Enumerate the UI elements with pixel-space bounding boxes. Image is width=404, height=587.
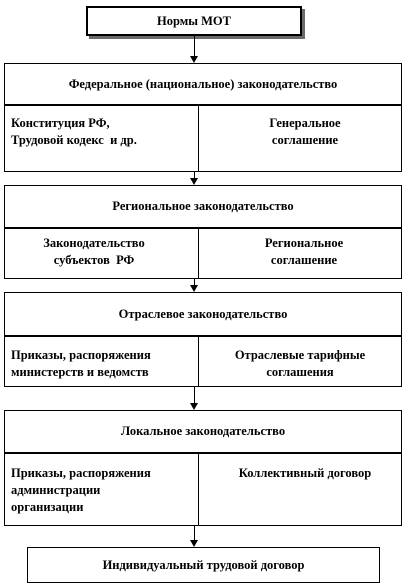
connector-line xyxy=(194,36,195,57)
level-industry-right: Отраслевые тарифные соглашения xyxy=(234,348,366,379)
level-regional-divider xyxy=(198,229,199,278)
level-local-title: Локальное законодательство xyxy=(5,411,401,454)
level-federal xyxy=(4,63,402,172)
level-local xyxy=(4,410,402,526)
box-individual-contract xyxy=(27,547,380,583)
box-mot-norms xyxy=(86,6,302,36)
connector-arrowhead xyxy=(190,540,198,547)
connector-line xyxy=(194,387,195,404)
level-federal-divider xyxy=(198,106,199,171)
connector-arrowhead xyxy=(190,403,198,410)
level-local-right: Коллективный договор xyxy=(238,466,372,480)
level-regional xyxy=(4,185,402,279)
level-industry-divider xyxy=(198,337,199,386)
level-industry-title: Отраслевое законодательство xyxy=(5,293,401,337)
connector-line xyxy=(194,526,195,541)
box-mot-norms-label: Нормы МОТ xyxy=(157,13,231,28)
connector-arrowhead xyxy=(190,56,198,63)
level-industry-left: Приказы, распоряжения министерств и ведомств xyxy=(11,348,151,379)
level-regional-left: Законодательство субъектов РФ xyxy=(43,236,145,267)
level-regional-right: Региональное соглашение xyxy=(264,236,344,267)
box-individual-contract-label: Индивидуальный трудовой договор xyxy=(102,557,305,572)
level-local-left: Приказы, распоряжения администрации организации xyxy=(11,466,151,514)
level-federal-right: Генеральное соглашение xyxy=(269,116,341,147)
connector-arrowhead xyxy=(190,285,198,292)
level-regional-title: Региональное законодательство xyxy=(5,186,401,229)
level-industry xyxy=(4,292,402,387)
level-local-divider xyxy=(198,454,199,525)
level-federal-title: Федеральное (национальное) законодательство xyxy=(5,64,401,106)
connector-arrowhead xyxy=(190,178,198,185)
level-federal-left: Конституция РФ, Трудовой кодекс и др. xyxy=(11,116,137,147)
